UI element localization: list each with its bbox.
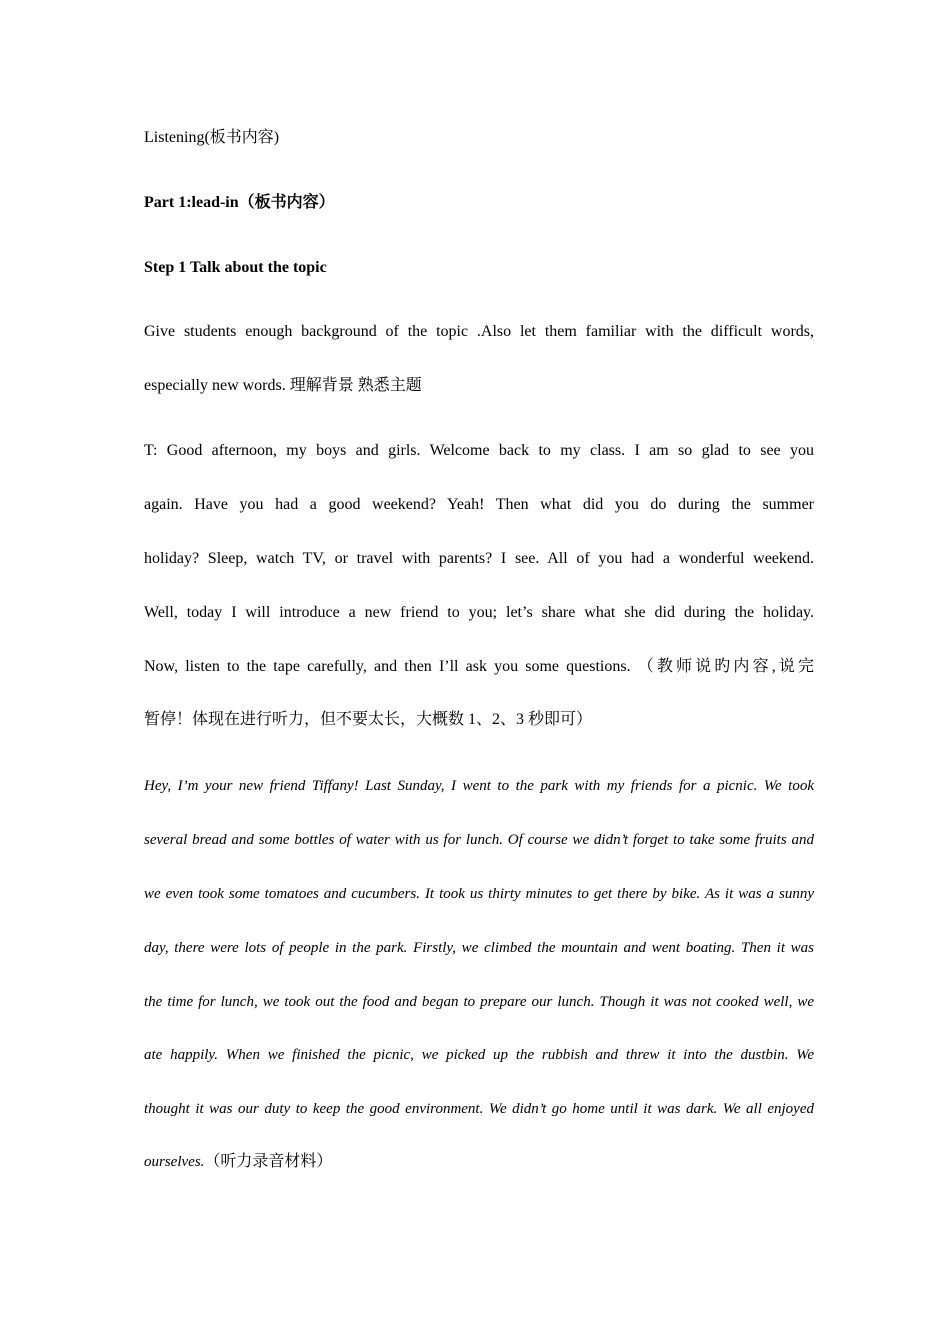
part-title: Part 1:lead-in（板书内容）: [144, 194, 335, 211]
listening-line-8: [144, 1151, 814, 1173]
listening-last-text: ourselves.: [144, 1154, 205, 1170]
listening-line-6: ate happily. When we finished the picnic, we picked up the rubbish and threw it into the dustbin. We: [144, 1047, 814, 1063]
document-heading: Listening(板书内容): [144, 129, 280, 146]
teacher-talk-line-3: holiday? Sleep, watch TV, or travel with parents? I see. All of you had a wonderful weekend.: [144, 550, 814, 567]
teacher-talk-line-2: again. Have you had a good weekend? Yeah! Then what did you do during the summer: [144, 496, 814, 513]
teacher-talk-line-5: Now, listen to the tape carefully, and then I’ll ask you some questions. （教师说旳内容,说完: [144, 658, 814, 675]
listening-line-3: we even took some tomatoes and cucumbers. It took us thirty minutes to get there by bike. As it was a sunny: [144, 886, 814, 902]
listening-line-2: several bread and some bottles of water with us for lunch. Of course we didn’t forget to take some fruits and: [144, 832, 814, 848]
listening-line-4: day, there were lots of people in the park. Firstly, we climbed the mountain and went boating. Then it was: [144, 940, 814, 956]
teacher-talk-line-4: Well, today I will introduce a new friend to you; let’s share what she did during the holiday.: [144, 604, 814, 621]
listening-note: （听力录音材料）: [204, 1153, 333, 1170]
intro-line-2: especially new words. 理解背景 熟悉主题: [144, 377, 422, 394]
listening-line-5: the time for lunch, we took out the food and began to prepare our lunch. Though it was not cooked well, we: [144, 994, 814, 1010]
listening-line-7: thought it was our duty to keep the good environment. We didn’t go home until it was dark. We all enjoyed: [144, 1101, 814, 1117]
intro-line-1: Give students enough background of the topic .Also let them familiar with the difficult words,: [144, 323, 814, 340]
teacher-talk-line-6: 暂停！体现在进行听力，但不要太长，大概数 1、2、3 秒即可）: [144, 711, 593, 728]
teacher-talk-line-1: T: Good afternoon, my boys and girls. Welcome back to my class. I am so glad to see you: [144, 442, 814, 459]
listening-line-1: Hey, I’m your new friend Tiffany! Last Sunday, I went to the park with my friends for a picnic. We took: [144, 778, 814, 794]
step-title: Step 1 Talk about the topic: [144, 259, 327, 276]
